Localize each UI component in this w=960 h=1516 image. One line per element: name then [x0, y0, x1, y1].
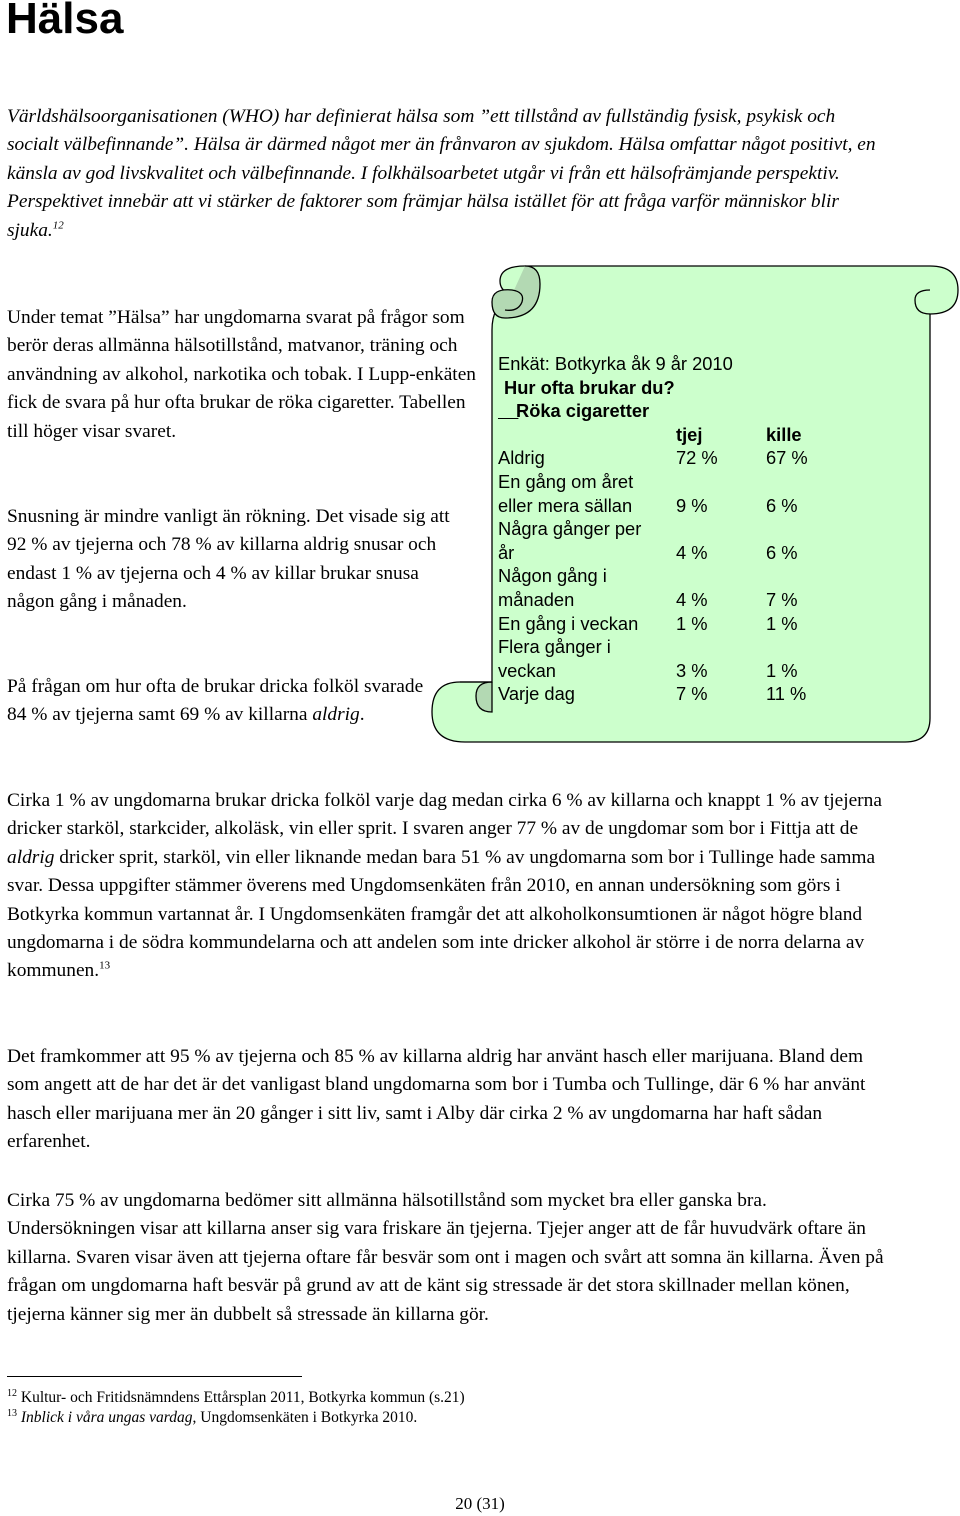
survey-row-label: En gång i veckan: [498, 612, 639, 634]
survey-row: [498, 588, 828, 612]
survey-value-kille: 6 %: [766, 541, 798, 563]
col-header-kille: kille: [766, 423, 802, 445]
body-paragraph-2: Det framkommer att 95 % av tjejerna och 85 % av killarna aldrig har använt hasch eller marijuana. Bland dem som angett att de har det är det vanligast bland ungdomarna som bor i Tumba och Tullinge, där 6 % har använt hasch eller marijuana mer än 20 gånger i sitt liv, samt i Alby där cirka 2 % av ungdomarna har haft sådan erfarenhet.: [7, 1046, 866, 1153]
left-paragraph-1: Under temat ”Hälsa” har ungdomarna svarat på frågor som berör deras allmänna hälsotillstånd, matvanor, träning och användning av alkohol, narkotika och tobak. I Lupp-enkäten fick de svara på hur ofta brukar de röka cigaretter. Tabellen till höger visar svaret.: [7, 307, 477, 442]
page-title: Hälsa: [6, 0, 124, 43]
survey-row-label: veckan: [498, 659, 556, 681]
folkol-text: På frågan om hur ofta de brukar dricka folköl svarade 84 % av tjejerna samt 69 % av killarna: [7, 676, 424, 726]
survey-value-tjej: 1 %: [676, 612, 708, 634]
intro-text: Världshälsoorganisationen (WHO) har definierat hälsa som ”ett tillstånd av fullständig fysisk, psykisk och socialt välbefinnande”. Hälsa är därmed något mer än frånvaron av sjukdom. Hälsa omfattar något positivt, en känsla av god livskvalitet och välbefinnande. I folkhälsoarbetet utgår vi från ett hälsofrämjande perspektiv. Perspektivet innebär att vi stärker de faktorer som främjar hälsa istället för att fråga varför människor blir sjuka.: [7, 106, 876, 241]
survey-row: [498, 517, 828, 541]
footnote-13: $^{13}$ Inblick i våra ungas vardag, Ungdomsenkäten i Botkyrka 2010.: [7, 1407, 418, 1426]
survey-topic: Röka cigaretter: [516, 400, 650, 422]
survey-row-label: eller mera sällan: [498, 494, 633, 516]
survey-row: [498, 446, 828, 470]
survey-row-label: månaden: [498, 588, 575, 610]
survey-question: Hur ofta brukar du?: [504, 376, 675, 398]
survey-value-tjej: 9 %: [676, 494, 708, 516]
footnote-12: $^{12}$ Kultur- och Fritidsnämndens Ettårsplan 2011, Botkyrka kommun (s.21): [7, 1387, 465, 1406]
survey-value-kille: 11 %: [766, 683, 807, 705]
survey-row-label: Några gånger per: [498, 518, 642, 540]
survey-row-label: Flera gånger i: [498, 636, 611, 658]
footnote-ref-12: 12: [52, 219, 64, 232]
survey-table: [498, 352, 828, 706]
body-p1-a: Cirka 1 % av ungdomarna brukar dricka folköl varje dag medan cirka 6 % av killarna och knappt 1 % av tjejerna dricker starköl, starkcider, alkoläsk, vin eller sprit. I svaren anger 77 % av de ungdomar som bor i Fittja att de: [7, 790, 882, 840]
survey-value-tjej: 72 %: [676, 447, 718, 469]
survey-row-label: En gång om året: [498, 470, 634, 492]
survey-row: [498, 494, 828, 518]
survey-value-kille: 7 %: [766, 588, 798, 610]
survey-value-tjej: 7 %: [676, 683, 708, 705]
survey-row-label: år: [498, 541, 515, 563]
body-p1-italic: aldrig: [7, 846, 55, 868]
survey-row: [498, 659, 828, 683]
survey-row: [498, 541, 828, 565]
survey-value-tjej: 3 %: [676, 659, 708, 681]
survey-row: [498, 470, 828, 494]
survey-header-row: [498, 423, 828, 447]
survey-value-tjej: 4 %: [676, 541, 708, 563]
survey-row: [498, 682, 828, 706]
footnote-divider: [7, 1376, 302, 1377]
body-p1-b: dricker sprit, starköl, vin eller liknande medan bara 51 % av ungdomarna som bor i Tullinge hade samma svar. Dessa uppgifter stämmer överens med Ungdomsenkäten från 2010, en annan undersökning som görs i Botkyrka kommun vartannat år. I Ungdomsenkäten framgår det att alkoholkonsumtionen är något högre bland ungdomarna i de södra kommundelarna och att andelen som inte dricker alkohol är större i de norra delarna av kommunen.: [7, 846, 876, 982]
footnote-ref-13: 13: [99, 959, 111, 972]
survey-row-label: Någon gång i: [498, 565, 607, 587]
survey-row-label: Aldrig: [498, 447, 545, 469]
survey-value-tjej: 4 %: [676, 588, 708, 610]
left-paragraph-3: [7, 673, 427, 730]
body-paragraph-1: [7, 787, 907, 986]
survey-row: [498, 635, 828, 659]
survey-rows: [498, 446, 828, 706]
survey-value-kille: 67 %: [766, 447, 808, 469]
left-paragraph-2: Snusning är mindre vanligt än rökning. Det visade sig att 92 % av tjejerna och 78 % av killarna aldrig snusar och endast 1 % av tjejerna och 4 % av killar brukar snusa någon gång i månaden.: [7, 506, 450, 613]
survey-value-kille: 1 %: [766, 612, 798, 634]
survey-title: Enkät: Botkyrka åk 9 år 2010: [498, 353, 733, 374]
survey-value-kille: 1 %: [766, 659, 798, 681]
survey-row: [498, 612, 828, 636]
folkol-end: .: [359, 704, 365, 726]
col-header-tjej: tjej: [676, 423, 703, 445]
survey-value-kille: 6 %: [766, 494, 798, 516]
folkol-italic: aldrig: [312, 704, 360, 726]
page-number: 20 (31): [455, 1494, 505, 1513]
survey-row: [498, 564, 828, 588]
survey-row-label: Varje dag: [498, 683, 575, 705]
body-paragraph-3: Cirka 75 % av ungdomarna bedömer sitt allmänna hälsotillstånd som mycket bra eller ganska bra. Undersökningen visar att killarna anser sig vara friskare än tjejerna. Tjejer anger att de får huvudvärk oftare än killarna. Svaren visar även att tjejerna oftare får besvär som ont i magen och svårt att somna än killarna. Även på frågan om ungdomarna haft besvär på grund av att de känt sig stressade är det stora skillnader mellan könen, tjejerna känner sig mer än dubbelt så stressade än killarna gör.: [7, 1190, 884, 1325]
